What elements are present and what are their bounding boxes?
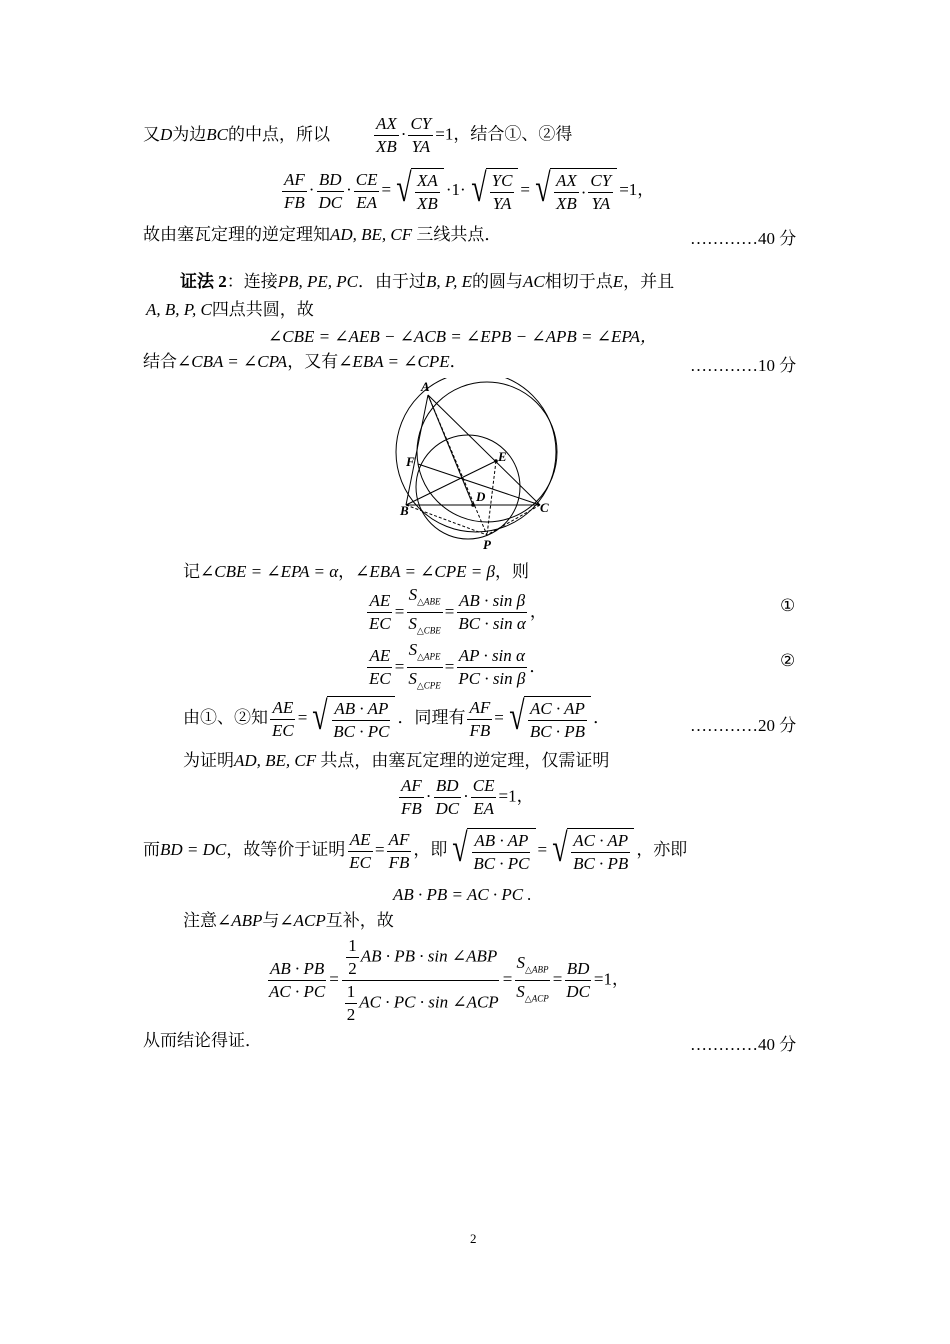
page-number: 2 [470, 1231, 477, 1246]
equation: ∠CBE = ∠AEB − ∠ACB = ∠EPB − ∠APB = ∠EPA， [268, 327, 657, 346]
fraction: $\frac{AX}{XB}$ [376, 114, 397, 156]
geometry-figure [390, 378, 570, 553]
score: …………40 分 [690, 229, 797, 248]
text-line: 故由塞瓦定理的逆定理知AD, BE, CF 三线共点． [143, 225, 502, 244]
point-label-E: E [498, 449, 507, 464]
text-line: 为证明AD, BE, CF 共点，由塞瓦定理的逆定理，仅需证明 [183, 751, 610, 770]
point-label-A: A [421, 379, 430, 394]
equation: $\frac{AE}{EC}$ = $\frac{S_{\triangle APE}}{S_{\triangle CPE}}$ = $\frac{\text{AP · sin α}}{\text{PC · sin β}}$ ． [369, 640, 547, 691]
equation: AB · PB = AC · PC . [393, 885, 532, 904]
text-line: A, B, P, C四点共圆，故 [146, 300, 314, 319]
text-line: 从而结论得证． [143, 1031, 262, 1050]
point-label-B: B [400, 503, 409, 518]
score: …………20 分 [690, 716, 797, 735]
text-line: 证法 2：连接PB, PE, PC．由于过B, P, E的圆与AC相切于点E，并且 [180, 272, 675, 291]
formula: $\frac{AX}{XB}$ · $\frac{CY}{YA}$ =1，结合①、②得 [376, 114, 573, 156]
score: …………10 分 [690, 356, 797, 375]
method-label: 证法 2 [180, 272, 227, 291]
score: …………40 分 [690, 1035, 797, 1054]
equation: $\frac{AF}{FB}$ · $\frac{BD}{DC}$ · $\frac{CE}{EA}$ = √ $\frac{XA}{XB}$ ·1· √ $\frac{YC}{YA}$ = √ $\frac{AX}{XB}$ · $\frac{CY}{YA}$ =1， [284, 165, 655, 213]
text-line: 又D为边BC的中点，所以 [143, 125, 331, 144]
fraction: $\frac{CY}{YA}$ [410, 114, 432, 156]
text-line: 结合∠CBA = ∠CPA，又有∠EBA = ∠CPE． [143, 352, 467, 371]
point-label-C: C [540, 500, 549, 515]
equation: 而BD = DC，故等价于证明 $\frac{AE}{EC}$ = $\frac{AF}{FB}$ ，即 √ $\frac{AB \cdot AP}{BC \cdot PC}$ = √ $\frac{AC \cdot AP}{BC \cdot PB}$ ，亦即 [143, 825, 688, 873]
equation-marker: ② [780, 651, 796, 670]
point-label-D: D [476, 489, 486, 504]
equation: $\frac{AE}{EC}$ = $\frac{S_{\triangle ABE}}{S_{\triangle CBE}}$ = $\frac{\text{AB · sin β}}{\text{BC · sin α}}$ ， [369, 585, 547, 636]
text-line: 记∠CBE = ∠EPA = α，∠EBA = ∠CPE = β，则 [183, 562, 529, 581]
point-label-P: P [483, 537, 491, 552]
equation-marker: ① [780, 596, 796, 615]
text-line: 注意∠ABP与∠ACP互补，故 [183, 911, 394, 930]
equation: 由①、②知 $\frac{AE}{EC}$ = √ $\frac{AB \cdot AP}{BC \cdot PC}$ ．同理有 $\frac{AF}{FB}$ = √ $\frac{AC \cdot AP}{BC \cdot PB}$ ． [183, 693, 611, 741]
equation: $\frac{AF}{FB}$ · $\frac{BD}{DC}$ · $\frac{CE}{EA}$ =1， [401, 776, 534, 818]
point-label-F: F [406, 454, 415, 469]
equation: $\frac{AB \cdot PB}{AC \cdot PC}$ = $\frac{1}{2}$ AB · PB · sin ∠ABP $\frac{1}{2}$ AC · PC · sin ∠ACP = $\frac{S_{\triangle ABP}}{S_{\triangle ACP}}$ = $\frac{BD}{DC}$ =1， [269, 936, 630, 1024]
